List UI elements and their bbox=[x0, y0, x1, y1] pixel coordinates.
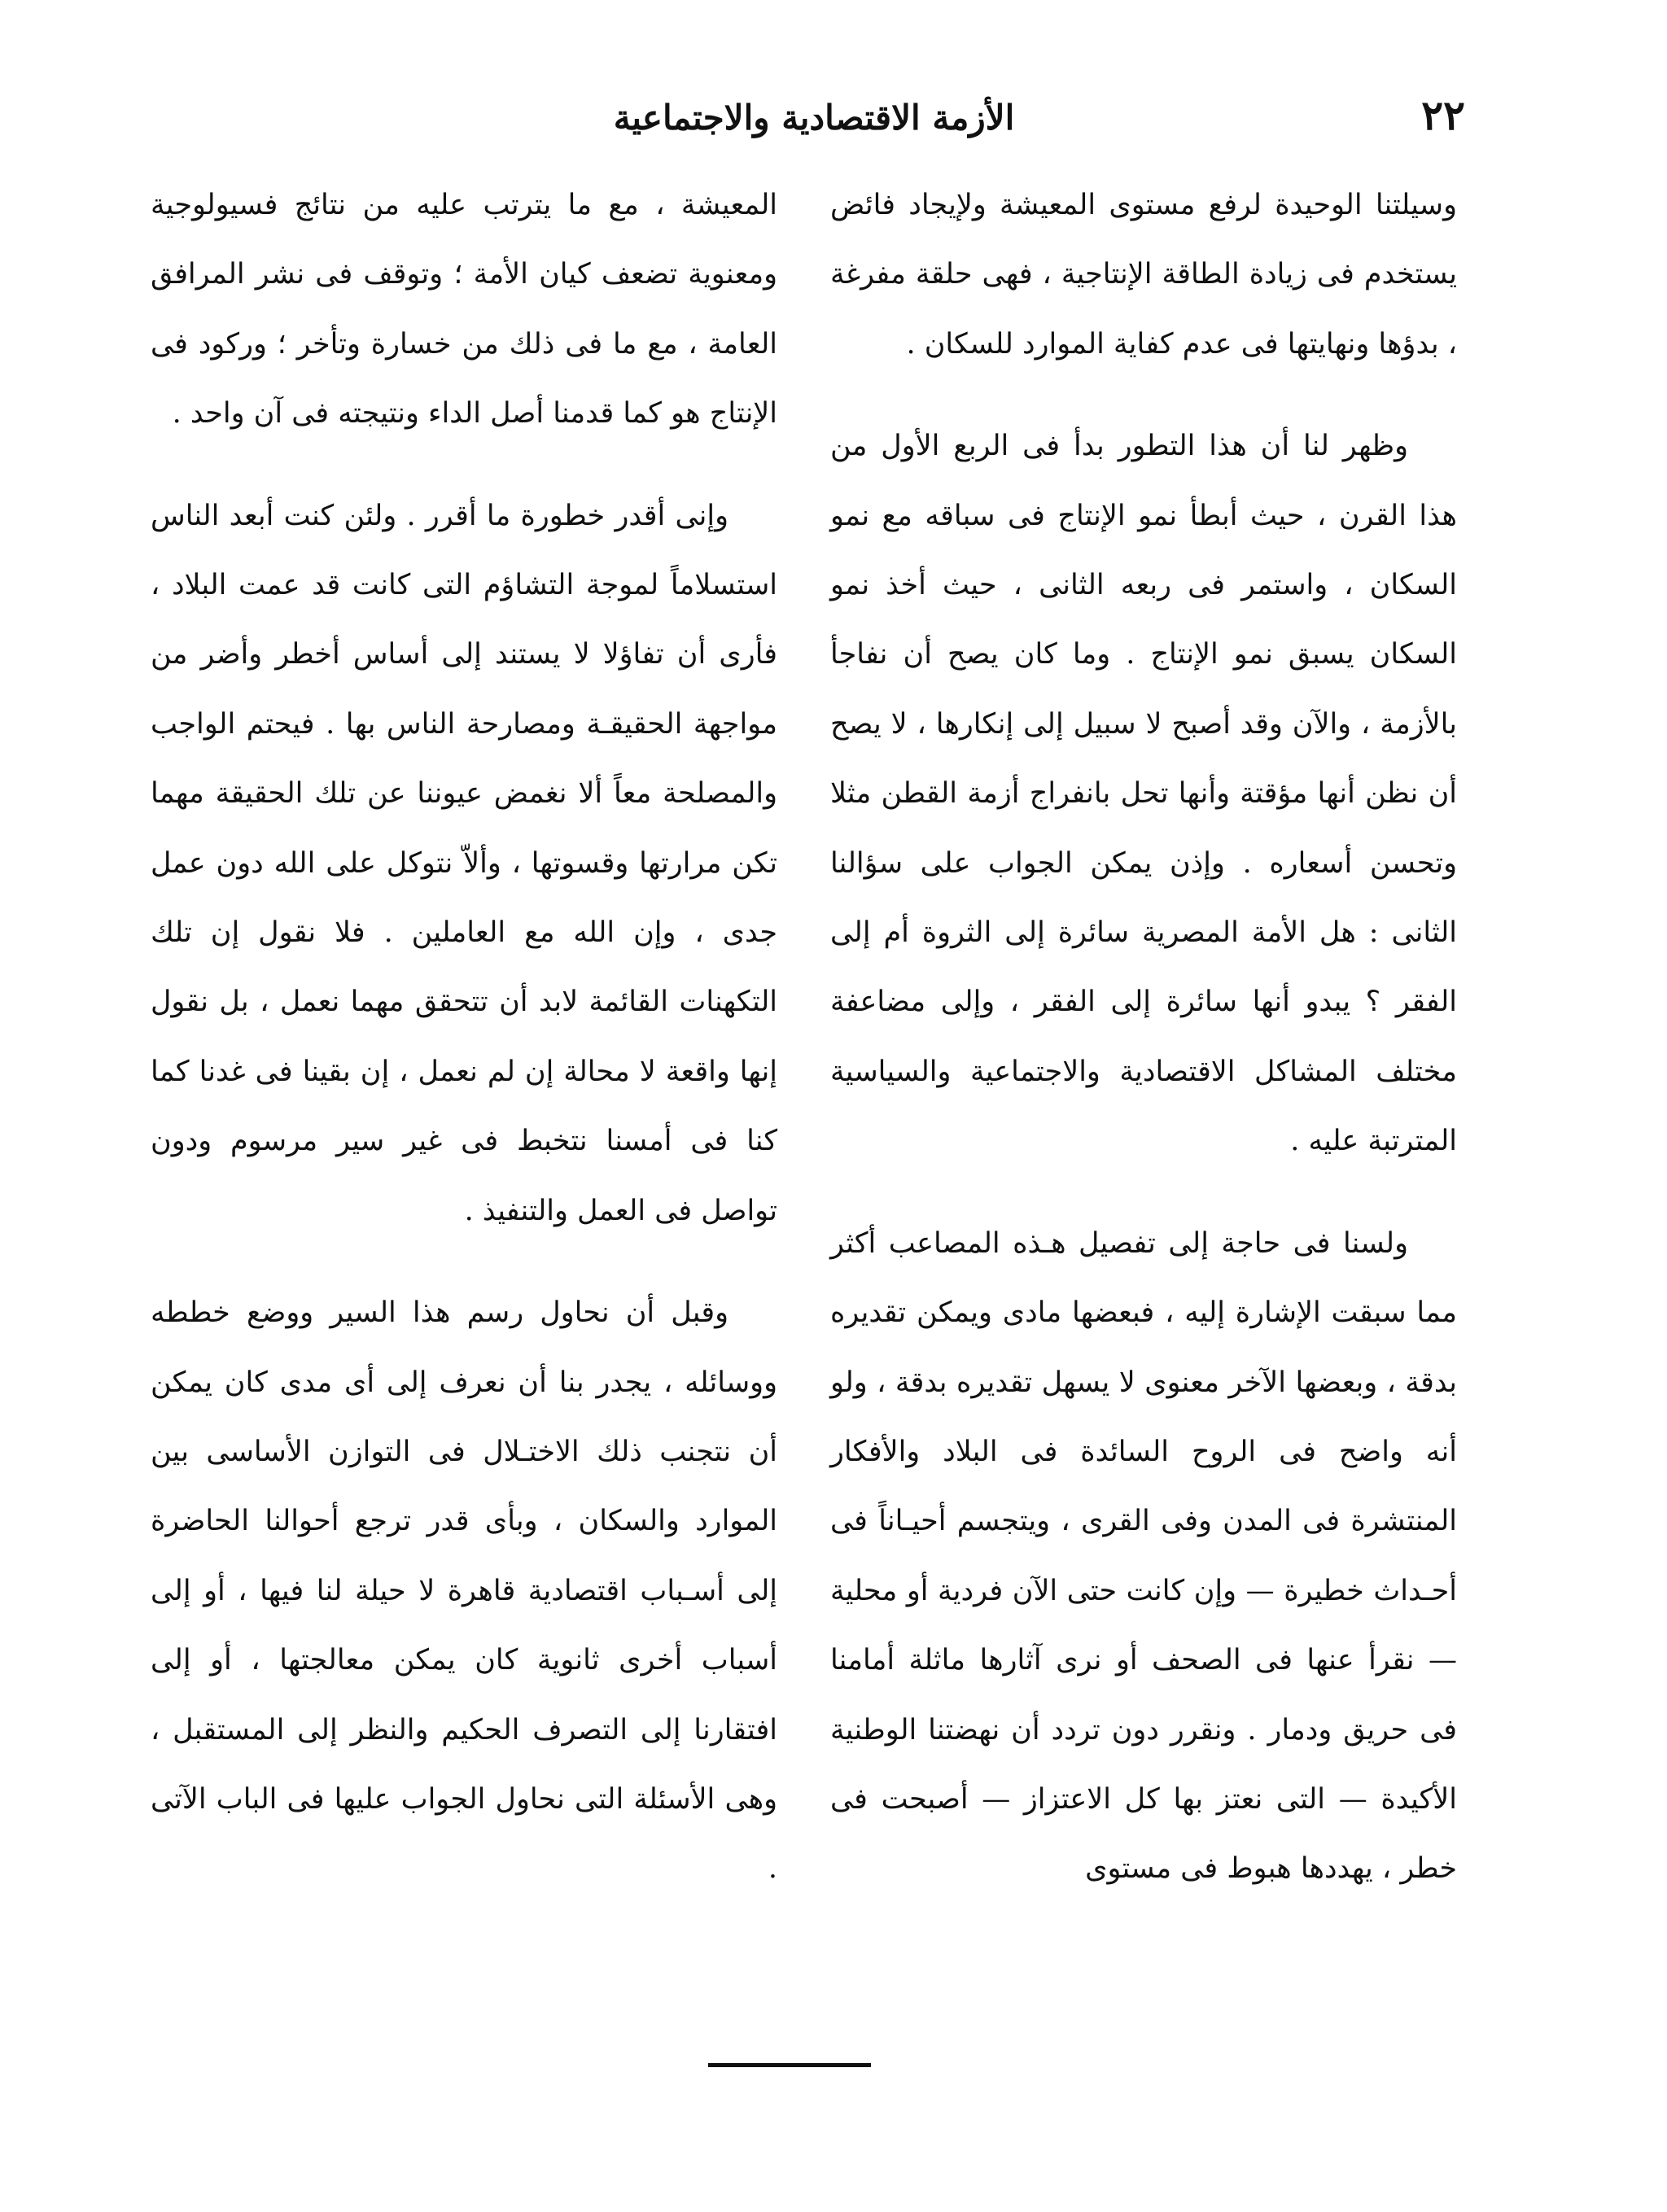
right-column bbox=[830, 171, 1457, 1937]
paragraph-left-2: وإنى أقدر خطورة ما أقرر . ولئن كنت أبعد الناس استسلاماً لموجة التشاؤم التى كانت قد عمت البلاد ، فأرى أن تفاؤلا لا يستند إلى أساس أخطر وأضر من مواجهة الحقيقـة ومصارحة الناس بها . فيحتم الواجب والمصلحة معاً ألا نغمض عيوننا عن تلك الحقيقة مهما تكن مرارتها وقسوتها ، وألاّ نتوكل على الله دون عمل جدى ، وإن الله مع العاملين . فلا نقول إن تلك التكهنات القائمة لابد أن تتحقق مهما نعمل ، بل نقول إنها واقعة لا محالة إن لم نعمل ، إن بقينا فى غدنا كما كنا فى أمسنا نتخبط فى غير سير مرسوم ودون تواصل فى العمل والتنفيذ . bbox=[151, 499, 777, 1227]
page-number: ٢٢ bbox=[1421, 91, 1465, 139]
paragraph-left-3: وقبل أن نحاول رسم هذا السير ووضع خططه ووسائله ، يجدر بنا أن نعرف إلى أى مدى كان يمكن أن نتجنب ذلك الاختـلال فى التوازن الأساسى بين الموارد والسكان ، وبأى قدر ترجع أحوالنا الحاضرة إلى أسـباب اقتصادية قاهرة لا حيلة لنا فيها ، أو إلى أسباب أخرى ثانوية كان يمكن معالجتها ، أو إلى افتقارنا إلى التصرف الحكيم والنظر إلى المستقبل ، وهى الأسئلة التى نحاول الجواب عليها فى الباب الآتى . bbox=[151, 1296, 777, 1886]
paragraph-right-1: وسيلتنا الوحيدة لرفع مستوى المعيشة ولإيجاد فائض يستخدم فى زيادة الطاقة الإنتاجية ، فهى حلقة مفرغة ، بدؤها ونهايتها فى عدم كفاية الموارد للسكان . bbox=[830, 189, 1457, 361]
chapter-end-rule bbox=[708, 2063, 871, 2067]
page-header bbox=[163, 91, 1465, 148]
running-title: الأزمة الاقتصادية والاجتماعية bbox=[613, 98, 1015, 138]
left-column bbox=[151, 171, 777, 1937]
paragraph-right-3: ولسنا فى حاجة إلى تفصيل هـذه المصاعب أكثر مما سبقت الإشارة إليه ، فبعضها مادى ويمكن تقديره بدقة ، وبعضها الآخر معنوى لا يسهل تقديره بدقة ، ولو أنه واضح فى الروح السائدة فى البلاد والأفكار المنتشرة فى المدن وفى القرى ، ويتجسم أحيـاناً فى أحـداث خطيرة — وإن كانت حتى الآن فردية أو محلية — نقرأ عنها فى الصحف أو نرى آثارها ماثلة أمامنا فى حريق ودمار . ونقرر دون تردد أن نهضتنا الوطنية الأكيدة — التى نعتز بها كل الاعتزاز — أصبحت فى خطر ، يهددها هبوط فى مستوى bbox=[830, 1226, 1457, 1886]
paragraph-left-1: المعيشة ، مع ما يترتب عليه من نتائج فسيولوجية ومعنوية تضعف كيان الأمة ؛ وتوقف فى نشر المرافق العامة ، مع ما فى ذلك من خسارة وتأخر ؛ وركود فى الإنتاج هو كما قدمنا أصل الداء ونتيجته فى آن واحد . bbox=[151, 189, 777, 431]
paragraph-right-2: وظهر لنا أن هذا التطور بدأ فى الربع الأول من هذا القرن ، حيث أبطأ نمو الإنتاج فى سباقه مع نمو السكان ، واستمر فى ربعه الثانى ، حيث أخذ نمو السكان يسبق نمو الإنتاج . وما كان يصح أن نفاجأ بالأزمة ، والآن وقد أصبح لا سبيل إلى إنكارها ، لا يصح أن نظن أنها مؤقتة وأنها تحل بانفراج أزمة القطن مثلا وتحسن أسعاره . وإذن يمكن الجواب على سؤالنا الثانى : هل الأمة المصرية سائرة إلى الثروة أم إلى الفقر ؟ يبدو أنها سائرة إلى الفقر ، وإلى مضاعفة مختلف المشاكل الاقتصادية والاجتماعية والسياسية المترتبة عليه . bbox=[830, 430, 1458, 1158]
